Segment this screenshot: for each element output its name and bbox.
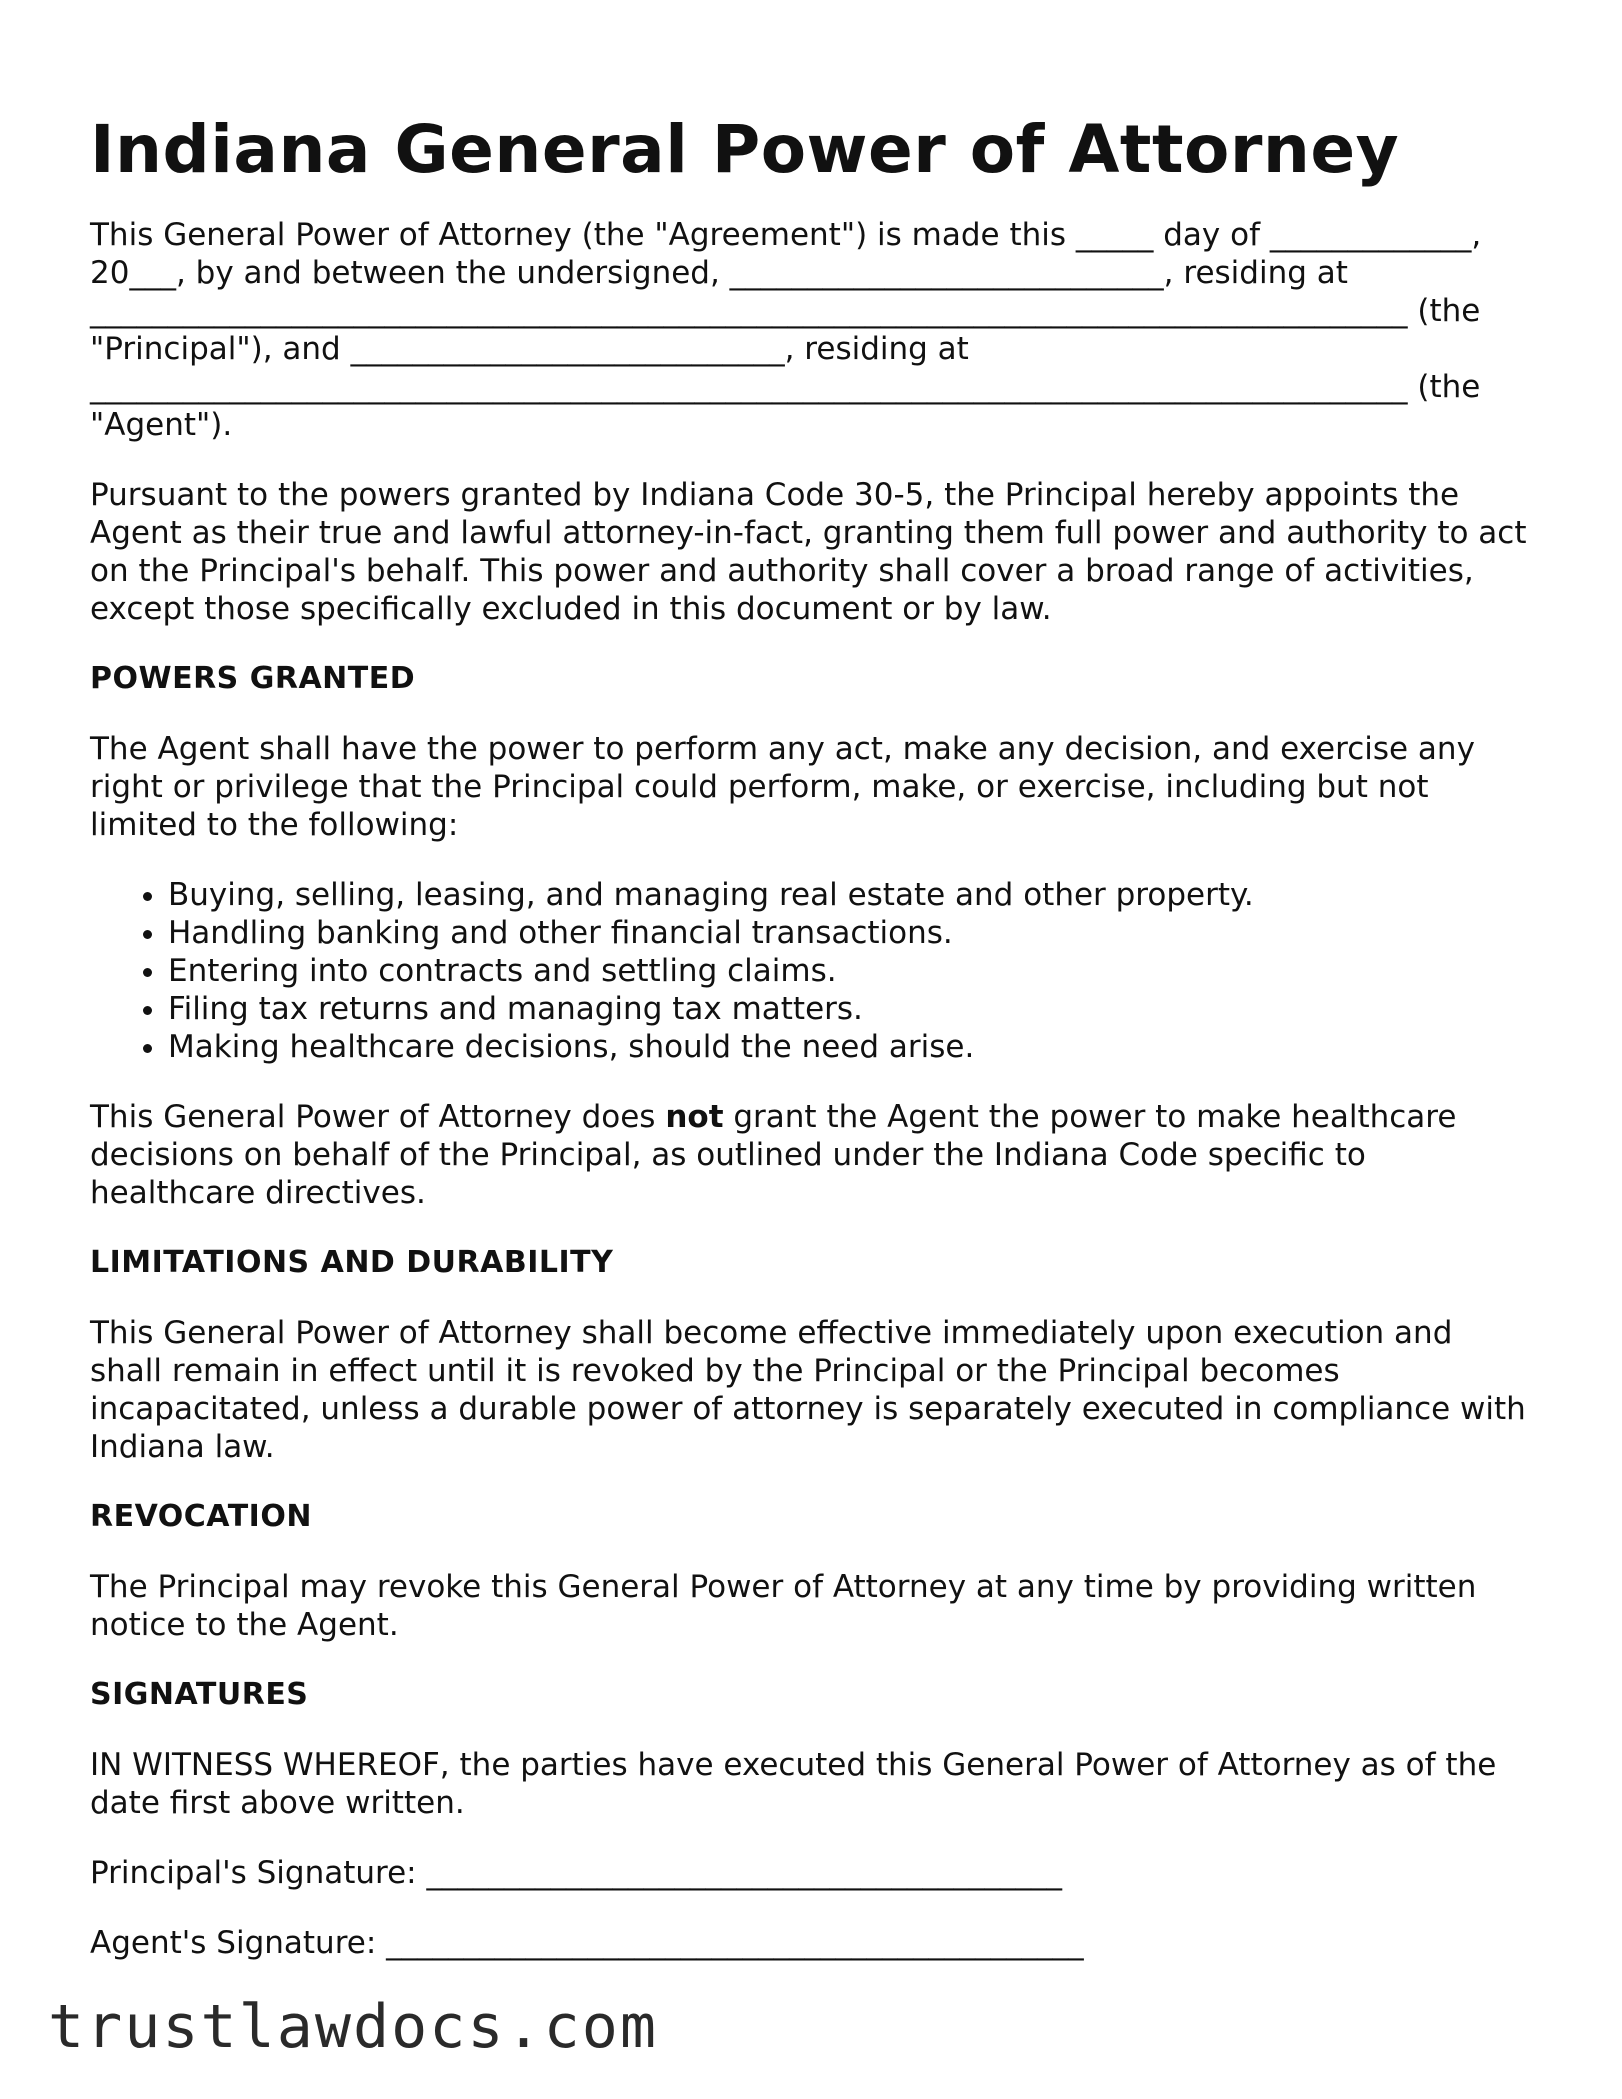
powers-heading: POWERS GRANTED [90,661,416,696]
limitations-paragraph: This General Power of Attorney shall become effective immediately upon execution and shall remain in effect until it is revoked by the Principal or the Principal becomes incapacitated, unless a durable power of attorney is separately executed in compliance with Indiana law. [90,1315,1526,1465]
revocation-heading: REVOCATION [90,1499,312,1534]
watermark: trustlawdocs.com [48,1992,658,2062]
list-item: • Filing tax returns and managing tax matters. [168,990,1530,1028]
revocation-paragraph: The Principal may revoke this General Power of Attorney at any time by providing written notice to the Agent. [90,1569,1477,1643]
document-page [90,110,1530,1994]
list-item: • Making healthcare decisions, should the need arise. [168,1028,1530,1066]
list-item: • Handling banking and other financial transactions. [168,914,1530,952]
witness-paragraph: IN WITNESS WHEREOF, the parties have executed this General Power of Attorney as of the date first above written. [90,1747,1497,1821]
powers-intro: The Agent shall have the power to perform any act, make any decision, and exercise any right or privilege that the Principal could perform, make, or exercise, including but not limited to the following: [90,731,1475,843]
exclusion-pre: This General Power of Attorney does [90,1099,666,1135]
powers-list [90,876,1530,1066]
document-title: Indiana General Power of Attorney [90,111,1400,188]
principal-signature-line[interactable]: Principal's Signature: _________________________________________ [90,1855,1062,1891]
intro-paragraph: This General Power of Attorney (the "Agreement") is made this _____ day of _____________, 20___, by and between the undersigned, ____________________________, residing at _____________________________________________________________________________________ (the "Principal"), and ____________________________, residing at _____________________________________________________________________________________ (the "Agent"). [90,217,1482,443]
list-item: • Buying, selling, leasing, and managing real estate and other property. [168,876,1530,914]
exclusion-bold: not [665,1099,724,1135]
exclusion-paragraph [90,1098,1530,1212]
limitations-heading: LIMITATIONS AND DURABILITY [90,1245,614,1280]
signatures-heading: SIGNATURES [90,1677,309,1712]
agent-signature-line[interactable]: Agent's Signature: _____________________________________________ [90,1925,1084,1961]
exclusion-post: grant the Agent the power to make healthcare decisions on behalf of the Principal, as outlined under the Indiana Code specific to healthcare directives. [90,1099,1457,1211]
pursuant-paragraph: Pursuant to the powers granted by Indiana Code 30-5, the Principal hereby appoints the Agent as their true and lawful attorney-in-fact, granting them full power and authority to act on the Principal's behalf. This power and authority shall cover a broad range of activities, except those specifically excluded in this document or by law. [90,477,1527,627]
list-item: • Entering into contracts and settling claims. [168,952,1530,990]
